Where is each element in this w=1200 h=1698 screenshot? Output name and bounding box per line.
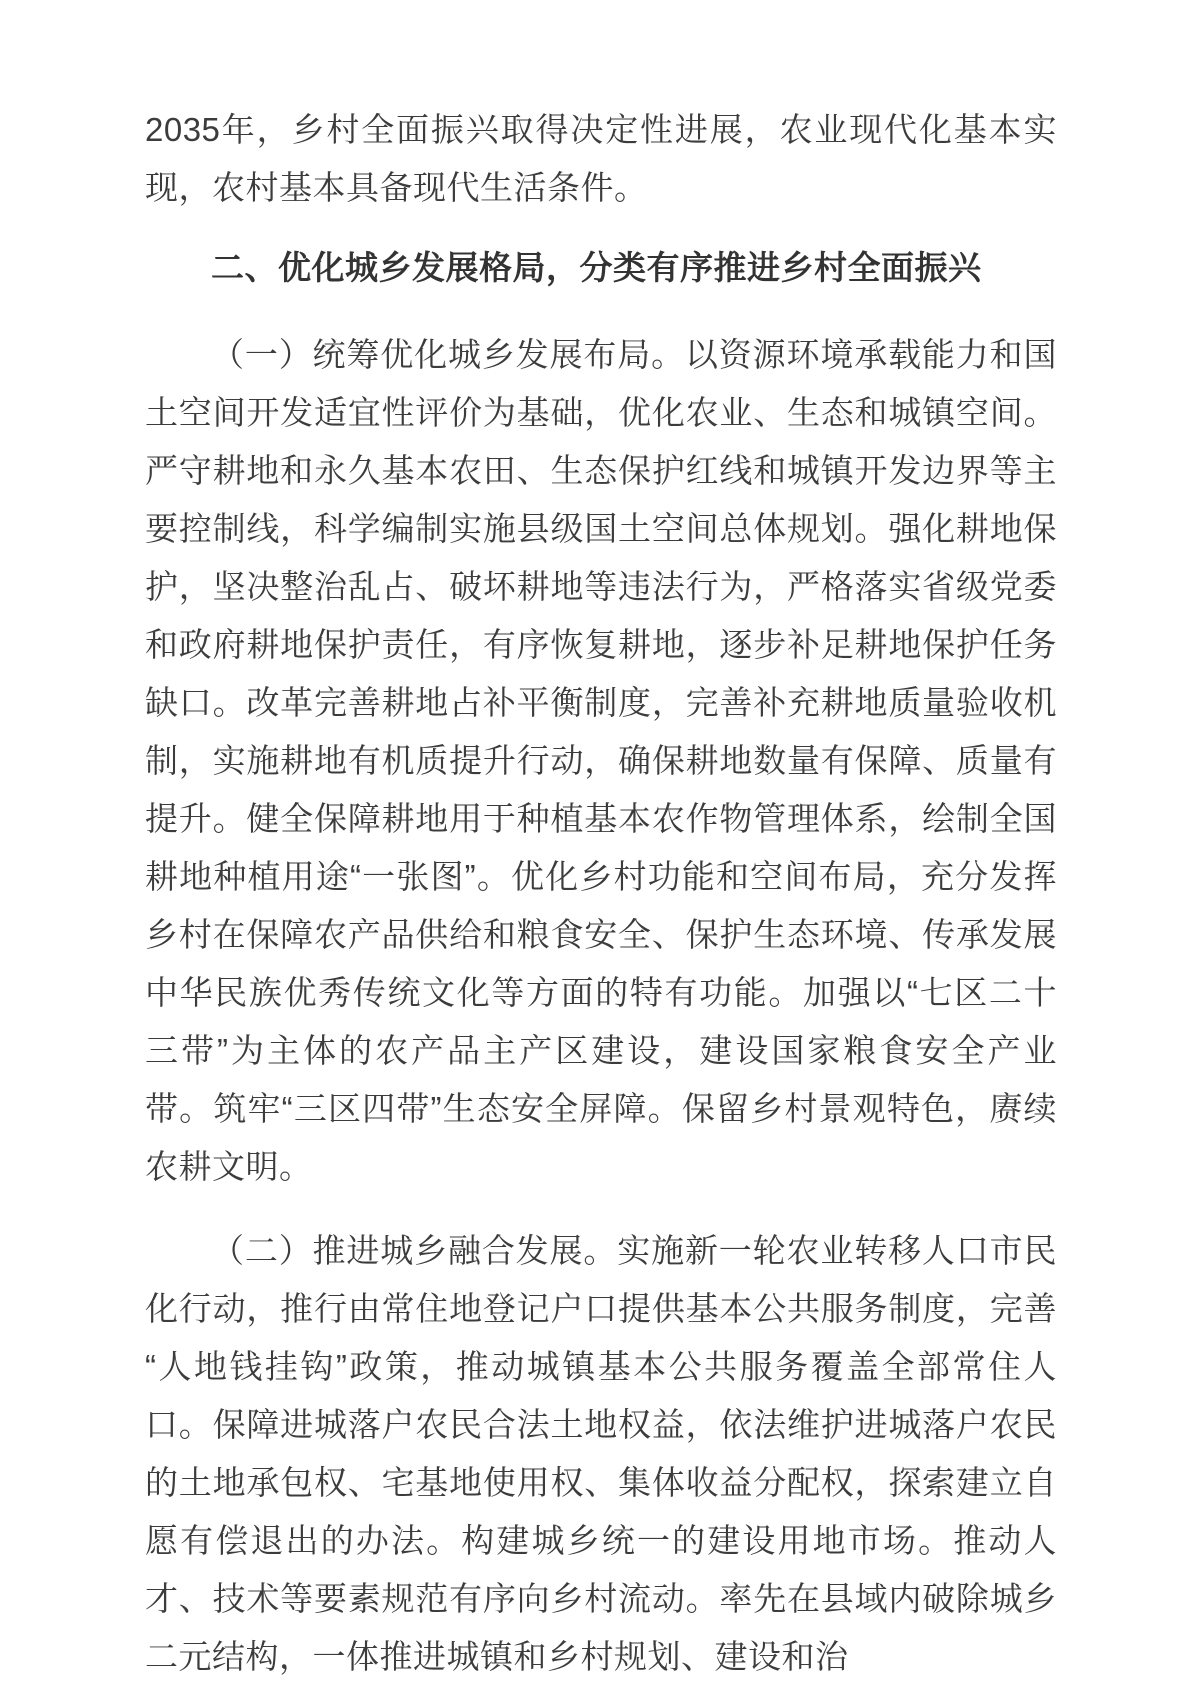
paragraph-item-2: （二）推进城乡融合发展。实施新一轮农业转移人口市民化行动，推行由常住地登记户口提供基本公共服务制度，完善“人地钱挂钩”政策，推动城镇基本公共服务覆盖全部常住人口。保障进城落户农民合法土地权益，依法维护进城落户农民的土地承包权、宅基地使用权、集体收益分配权，探索建立自愿有偿退出的办法。构建城乡统一的建设用地市场。推动人才、技术等要素规范有序向乡村流动。率先在县域内破除城乡二元结构，一体推进城镇和乡村规划、建设和治 <box>145 1232 1057 1675</box>
intro-paragraph-continuation: 2035年，乡村全面振兴取得决定性进展，农业现代化基本实现，农村基本具备现代生活条件。 <box>145 111 1057 206</box>
section-heading: 二、优化城乡发展格局，分类有序推进乡村全面振兴 <box>211 249 982 286</box>
paragraph-item-1: （一）统筹优化城乡发展布局。以资源环境承载能力和国土空间开发适宜性评价为基础，优化农业、生态和城镇空间。严守耕地和永久基本农田、生态保护红线和城镇开发边界等主要控制线，科学编制实施县级国土空间总体规划。强化耕地保护，坚决整治乱占、破坏耕地等违法行为，严格落实省级党委和政府耕地保护责任，有序恢复耕地，逐步补足耕地保护任务缺口。改革完善耕地占补平衡制度，完善补充耕地质量验收机制，实施耕地有机质提升行动，确保耕地数量有保障、质量有提升。健全保障耕地用于种植基本农作物管理体系，绘制全国耕地种植用途“一张图”。优化乡村功能和空间布局，充分发挥乡村在保障农产品供给和粮食安全、保护生态环境、传承发展中华民族优秀传统文化等方面的特有功能。加强以“七区二十三带”为主体的农产品主产区建设，建设国家粮食安全产业带。筑牢“三区四带”生态安全屏障。保留乡村景观特色，赓续农耕文明。 <box>145 336 1057 1185</box>
